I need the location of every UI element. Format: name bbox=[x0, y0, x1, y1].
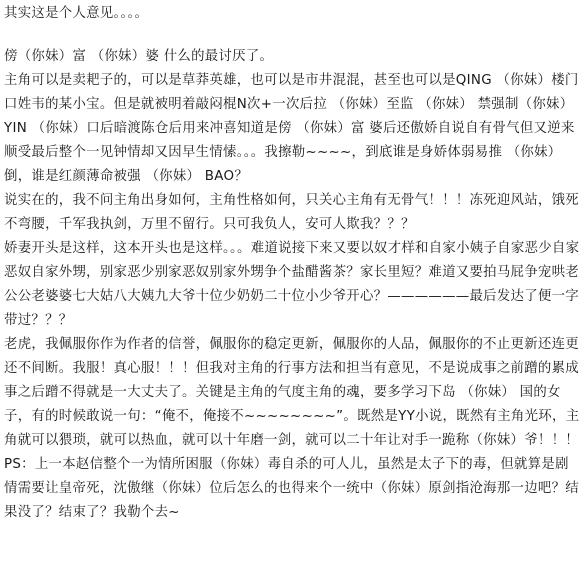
document-body bbox=[4, 0, 580, 525]
paragraph-gap bbox=[4, 26, 580, 45]
paragraph-6: PS：上一本赵信整个一为情所困服（你妹）毒自杀的可人儿，虽然是太子下的毒，但就算是剧情需要让皇帝死，沈傲继（你妹）位后怎么的也得来个一统中（你妹）原剑指沧海那一边吧？结果没了？结束了？我勒个去~ bbox=[4, 457, 580, 520]
paragraph-2: 主角可以是卖耙子的，可以是草莽英雄，也可以是市井混混，甚至也可以是QING （你妹）楼门口姓韦的某小宝。但是就被明着敲闷棍N次+一次后拉 （你妹）至监 （你妹） 禁强制（你妹）YIN （你妹）口后暗渡陈仓后用来冲喜知道是傍 （你妹）富 婆后还傲娇自说自有骨气但又逆来顺受最后整个一见钟情却又因早生情愫。。。我擦勒~~~~，到底谁是身娇体弱易推 （你妹）倒，谁是红颜薄命被强 （你妹） BAO？ bbox=[4, 73, 579, 184]
paragraph-4: 娇妻开头是这样，这本开头也是这样。。。难道说接下来又要以奴才样和自家小姨子自家恶少自家恶奴自家外甥，别家恶少别家恶奴别家外甥争个盐醋酱茶？家长里短？难道又要拍马屁争宠哄老公公老婆婆七大姑八大姨九大爷十位少奶奶二十位小少爷开心？——————最后发达了便一字带过？？？ bbox=[4, 241, 580, 328]
intro-line: 其实这是个人意见。。。。 bbox=[4, 6, 149, 21]
paragraph-3: 说实在的，我不问主角出身如何，主角性格如何，只关心主角有无骨气！！！冻死迎风站，饿死不弯腰，千军我执剑，万里不留行。只可我负人，安可人欺我？？？ bbox=[4, 193, 580, 232]
paragraph-1: 傍（你妹）富 （你妹）婆 什么的最讨厌了。 bbox=[4, 49, 274, 64]
paragraph-5: 老虎，我佩服你作为作者的信誉，佩服你的稳定更新，佩服你的人品，佩服你的不止更新还连更还不间断。我服！真心服！！！但我对主角的行事方法和担当有意见，不是说成事之前蹭的累成事之后蹭不得就是一大丈夫了。关键是主角的气度主角的魂，要多学习下岛 （你妹） 国的女子，有的时候敢说一句：“俺不，俺接不~~~~~~~~”。既然是YY小说，既然有主角光环，主角就可以猥琐，就可以热血，就可以十年磨一剑，就可以二十年让对手一跪称（你妹）爷！！！ bbox=[4, 337, 580, 448]
